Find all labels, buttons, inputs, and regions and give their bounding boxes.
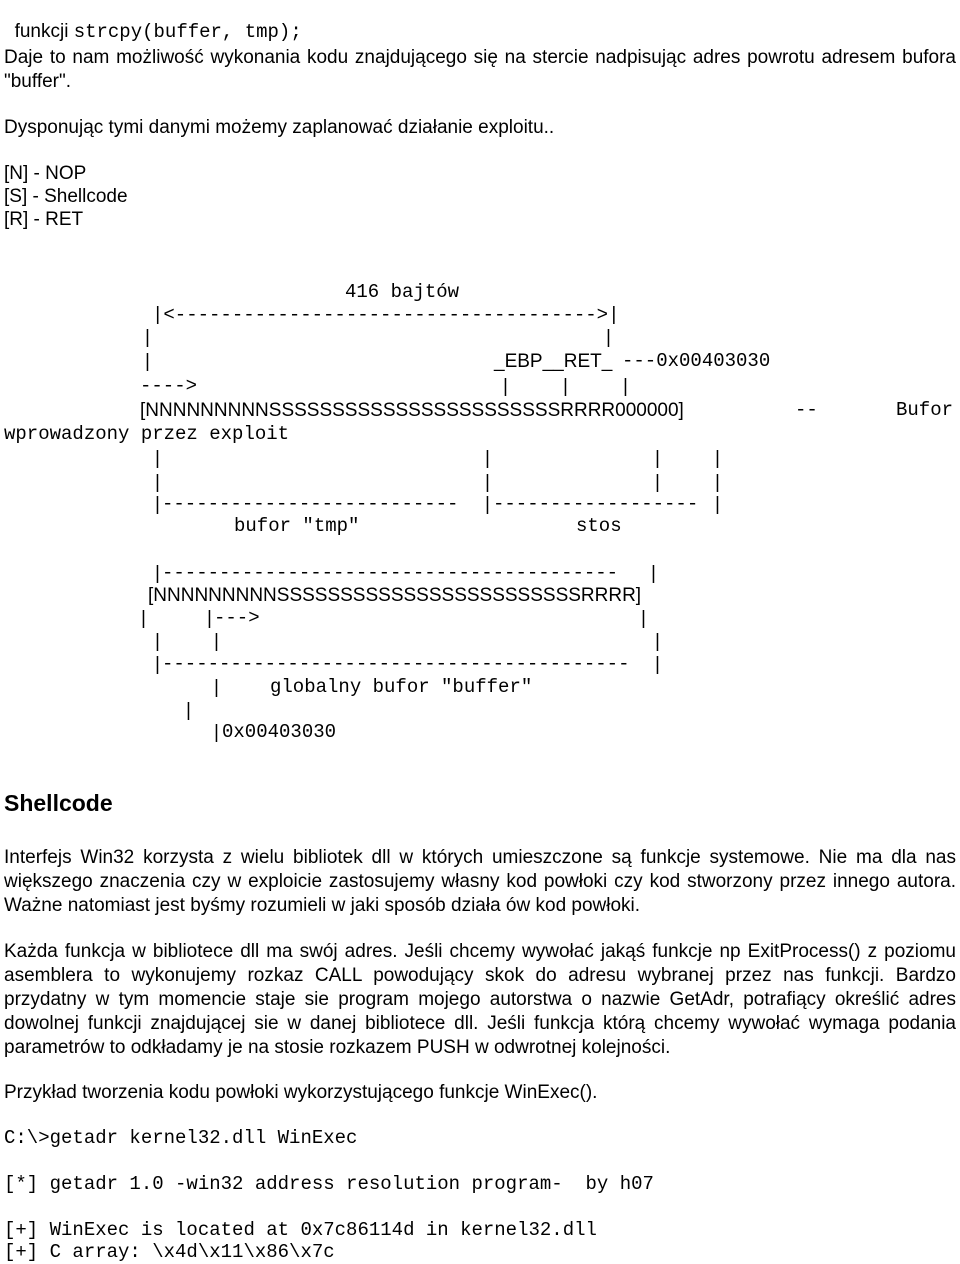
pipe: | bbox=[655, 472, 660, 493]
paragraph-intro: Daje to nam możliwość wykonania kodu znajdującego się na stercie nadpisując adres powrotu adresem bufora "buffer". bbox=[4, 47, 956, 92]
pipe: | bbox=[503, 376, 508, 397]
pipe: | bbox=[485, 472, 490, 493]
pipe: | bbox=[214, 631, 219, 652]
pipe: | bbox=[485, 448, 490, 469]
pipe: | bbox=[155, 631, 160, 652]
dash-line: ------------------ bbox=[493, 493, 699, 515]
stack-buffer: [NNNNNNNNNSSSSSSSSSSSSSSSSSSSSSSSRRRR000000] bbox=[140, 400, 684, 421]
section-heading: Shellcode bbox=[4, 790, 113, 816]
paragraph-plan: Dysponując tymi danymi możemy zaplanować działanie exploitu.. bbox=[4, 117, 555, 138]
pipe: | bbox=[186, 700, 191, 721]
pipe: | bbox=[141, 608, 146, 629]
heap-arrow: ---> bbox=[214, 607, 260, 629]
stack-dash: -- bbox=[795, 399, 818, 421]
ebp-ret-label: _EBP__RET_ bbox=[494, 351, 613, 372]
paragraph-win32: Interfejs Win32 korzysta z wielu bibliotek dll w których umieszczone są funkcje systemowe. Nie ma dla nas większego znaczenia czy w exploicie zastosujemy własny kod powłoki czy kod stworzony przez innego autora. Ważne natomiast jest byśmy rozumieli w jaki sposób działa ów kod powłoki. bbox=[4, 847, 956, 916]
intro-prefix: funkcji bbox=[14, 21, 74, 42]
pipe: | bbox=[563, 376, 568, 397]
pipe: | bbox=[155, 563, 160, 584]
code-line: [+] WinExec is located at 0x7c86114d in kernel32.dll bbox=[4, 1219, 597, 1241]
pipe: | bbox=[655, 654, 660, 675]
size-label: 416 bajtów bbox=[345, 281, 460, 303]
pipe: | bbox=[155, 494, 160, 515]
heap-address: 0x00403030 bbox=[222, 721, 337, 743]
pipe: | bbox=[715, 472, 720, 493]
pipe: | bbox=[485, 494, 490, 515]
bufor-tmp-label: bufor "tmp" bbox=[234, 515, 360, 537]
dash-line: ---------------------------------------- bbox=[162, 562, 619, 584]
pipe: | bbox=[623, 376, 628, 397]
pipe: | bbox=[715, 494, 720, 515]
pipe: | bbox=[207, 608, 212, 629]
ret-address: ---0x00403030 bbox=[622, 350, 771, 372]
pipe: | bbox=[214, 722, 219, 743]
pipe: | bbox=[641, 608, 646, 629]
heap-buffer: [NNNNNNNNNSSSSSSSSSSSSSSSSSSSSSSSSRRRR] bbox=[148, 585, 642, 606]
paragraph-dll: Każda funkcja w bibliotece dll ma swój adres. Jeśli chcemy wywołać jakąś funkcje np ExitProcess() z poziomu asemblera to wykonujemy rozkaz CALL powodujący skok do adresu wybranej przez nas funkcji. Bardzo przydatny w tym momencie staje sie program mojego autorstwa o nazwie GetAdr, potrafiący określić adres dowolnej funkcji znajdującej sie w danej bibliotece dll. Jeśli funkcja którą chcemy wywołać wymaga podania parametrów to odkładamy je na stosie rozkazem PUSH w odwrotnej kolejności. bbox=[4, 941, 956, 1058]
intro-line bbox=[4, 3, 302, 42]
pipe: | bbox=[655, 448, 660, 469]
legend-shellcode: [S] - Shellcode bbox=[4, 186, 128, 207]
small-arrow: ----> bbox=[140, 375, 198, 397]
dash-line: -------------------------- bbox=[162, 493, 459, 515]
pipe: | bbox=[155, 472, 160, 493]
paragraph-example: Przykład tworzenia kodu powłoki wykorzystującego funkcje WinExec(). bbox=[4, 1082, 598, 1103]
pipe: | bbox=[606, 327, 611, 348]
pipe: | bbox=[715, 448, 720, 469]
stos-label: stos bbox=[576, 515, 622, 537]
size-arrow: |<------------------------------------->| bbox=[152, 304, 620, 326]
stack-label-bufor: Bufor bbox=[896, 399, 954, 421]
pipe: | bbox=[214, 677, 219, 698]
code-line: C:\>getadr kernel32.dll WinExec bbox=[4, 1127, 358, 1149]
code-line: [*] getadr 1.0 -win32 address resolution program- by h07 bbox=[4, 1173, 654, 1195]
pipe: | bbox=[145, 351, 150, 372]
pipe: | bbox=[145, 327, 150, 348]
pipe: | bbox=[651, 563, 656, 584]
legend-ret: [R] - RET bbox=[4, 209, 84, 230]
intro-code: strcpy(buffer, tmp); bbox=[73, 21, 302, 43]
dash-line: ----------------------------------------- bbox=[162, 653, 630, 675]
code-line: [+] C array: \x4d\x11\x86\x7c bbox=[4, 1241, 335, 1263]
legend-nop: [N] - NOP bbox=[4, 163, 87, 184]
global-buffer-label: globalny bufor "buffer" bbox=[270, 676, 533, 698]
pipe: | bbox=[155, 448, 160, 469]
stack-label-exploit: wprowadzony przez exploit bbox=[4, 423, 290, 445]
pipe: | bbox=[655, 631, 660, 652]
pipe: | bbox=[155, 654, 160, 675]
